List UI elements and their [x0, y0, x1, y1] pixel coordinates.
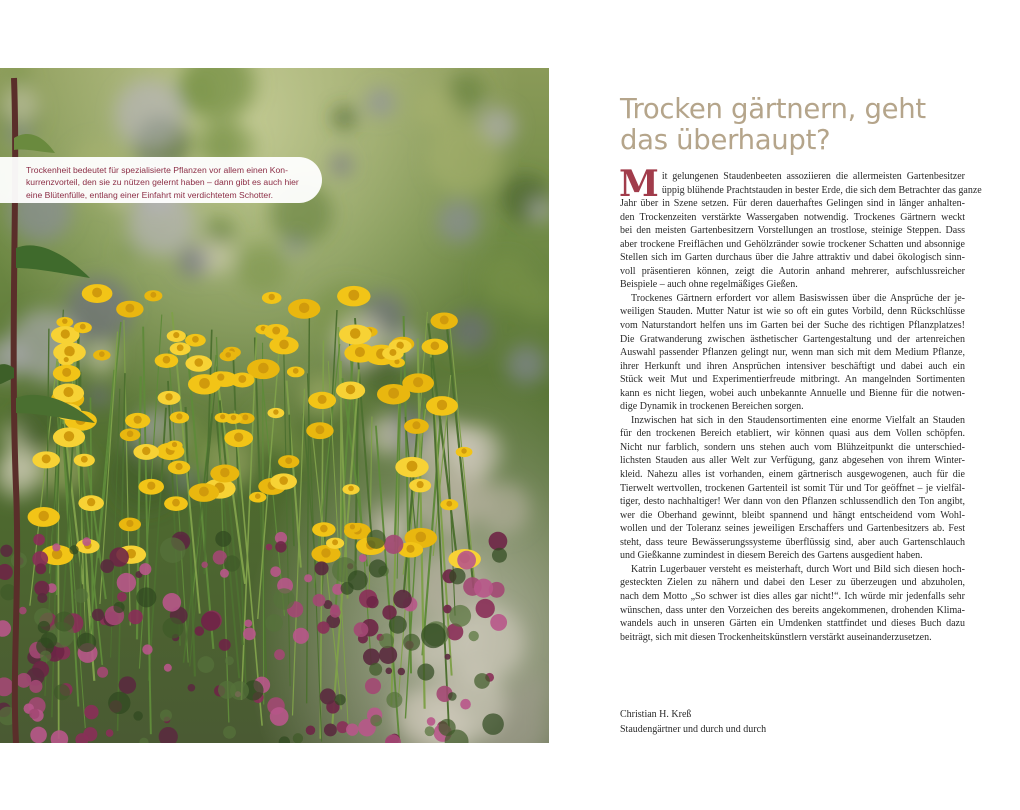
bokeh-blob	[330, 153, 353, 176]
yellow-flower	[456, 447, 473, 457]
leaf-blob	[449, 568, 465, 584]
oregano-flower	[30, 727, 47, 743]
yellow-flower	[337, 286, 370, 307]
leaf-blob	[439, 719, 456, 736]
signature	[620, 707, 920, 737]
text-line: lichsten Stauden aus aller Welt zur Verfügung, ganz abgesehen von ihrem Winter-	[620, 455, 965, 467]
yellow-flower	[119, 518, 141, 532]
leaf-blob	[108, 692, 130, 714]
text-line: Jahr über in Szene setzen. Für deren dauerhaftes Gelingen sind in länger anhalten-	[620, 198, 965, 210]
text-line: wandels auch in unseren Gärten ein Umdenken stattfindet und dieses Buch dazu	[620, 618, 965, 630]
leaf-blob	[54, 611, 74, 631]
yellow-flower	[409, 479, 431, 493]
yellow-flower	[426, 396, 458, 416]
oregano-flower	[427, 717, 436, 726]
oregano-flower	[0, 545, 12, 557]
yellow-flower	[78, 495, 104, 511]
gravel-blob	[478, 483, 530, 535]
oregano-flower	[33, 534, 45, 546]
text-line: ihrer Herkunft und ihren Ansprüchen intensiver beschäftigt und dabei auch ein	[620, 360, 965, 372]
leaf-blob	[40, 650, 52, 662]
text-line: bei den meisten Gartenbesitzern Vorstellungen an trostlose, steinige Steppen. Dass	[620, 225, 965, 237]
oregano-flower	[117, 592, 127, 602]
yellow-flower	[28, 507, 60, 527]
yellow-flower	[422, 339, 449, 355]
bokeh-blob	[506, 345, 546, 385]
oregano-flower	[385, 667, 392, 674]
bokeh-blob	[448, 72, 485, 109]
oregano-flower	[194, 626, 204, 636]
oregano-flower	[29, 680, 42, 693]
oregano-flower	[106, 729, 114, 737]
caption-line-3: eine Blütenfülle, entlang einer Einfahrt mit verdichtetem Schotter.	[26, 189, 273, 200]
yellow-flower	[288, 299, 320, 319]
oregano-flower	[119, 676, 136, 693]
yellow-flower	[267, 408, 284, 418]
oregano-flower	[117, 573, 136, 592]
yellow-flower	[32, 451, 60, 468]
text-line: it gelungenen Staudenbeeten assoziieren die allermeisten Gartenbesitzer	[661, 171, 965, 182]
leaf-blob	[113, 602, 124, 613]
leaf-blob	[136, 587, 156, 607]
yellow-flower	[342, 484, 359, 495]
yellow-flower	[168, 461, 190, 475]
text-line: Stellen sich im Garten durchaus über die Jahre attraktiv und dabei ökologisch sinn-	[620, 252, 965, 264]
yellow-flower	[210, 465, 239, 483]
yellow-flower	[270, 473, 297, 489]
leaf-blob	[160, 537, 186, 563]
yellow-flower	[404, 419, 429, 434]
oregano-flower	[142, 644, 152, 654]
leaf-blob	[425, 726, 435, 736]
oregano-flower	[84, 705, 98, 719]
leaf-blob	[482, 713, 504, 735]
text-line: voll präsentieren können, zeigt die Autorin anhand mehrerer, aufschlussreicher	[620, 265, 965, 277]
yellow-flower	[120, 428, 141, 441]
leaf-blob	[386, 692, 402, 708]
bokeh-blob	[481, 254, 533, 306]
text-line: Nicht nur farblich, sondern uns stehen auch vom Blühzeitpunkt die unterschied-	[620, 441, 965, 453]
oregano-flower	[366, 596, 378, 608]
yellow-flower	[326, 538, 344, 549]
yellow-flower	[53, 427, 85, 447]
oregano-flower	[346, 723, 358, 735]
leaf-blob	[163, 617, 184, 638]
oregano-flower	[393, 590, 412, 609]
oregano-flower	[445, 654, 451, 660]
text-line: üppig blühende Prachtstauden in bester Erde, die sich dem Betrachter das ganze	[661, 184, 982, 196]
bokeh-blob	[332, 105, 357, 130]
text-line: weiligen Stauden. Mutter Natur ist wie so oft ein gutes Vorbild, denn Rückschlüsse	[620, 306, 965, 318]
text-line: vom Naturstandort helfen uns im Garten bei der Suche des richtigen Pflanzplatzes!	[620, 320, 965, 332]
leaf-blob	[348, 570, 368, 590]
yellow-flower	[287, 366, 305, 377]
yellow-flower	[225, 413, 242, 424]
text-line: für den trockenen Bereich etabliert, wir können quasi aus dem Vollen schöpfen.	[620, 428, 965, 440]
bokeh-blob	[3, 89, 39, 125]
oregano-flower	[359, 554, 367, 562]
leaf-blob	[417, 664, 434, 681]
yellow-flower	[167, 330, 186, 342]
caption-line-2: kurrenzvorteil, den sie zu nützen gelernt haben – dann gibt es auch hier	[26, 177, 299, 188]
oregano-flower	[275, 541, 286, 552]
yellow-flower	[336, 381, 365, 399]
oregano-flower	[29, 709, 39, 719]
oregano-flower	[304, 574, 312, 582]
oregano-flower	[317, 621, 329, 633]
text-line: den Trockenzeiten verstärkte Wassergaben notwendig. Trockenes Gärtnern weckt	[620, 211, 965, 223]
paragraph-3	[620, 414, 965, 563]
leaf-blob	[448, 692, 457, 701]
drop-cap: M	[619, 163, 659, 205]
oregano-flower	[320, 688, 336, 704]
oregano-flower	[92, 609, 104, 621]
oregano-flower	[16, 673, 31, 688]
oregano-flower	[354, 622, 369, 637]
leaf-blob	[223, 726, 236, 739]
title-line-2: das überhaupt?	[620, 124, 831, 157]
yellow-flower	[166, 440, 182, 450]
oregano-flower	[100, 559, 114, 573]
yellow-flower	[249, 492, 266, 503]
yellow-flower	[224, 429, 253, 447]
oregano-flower	[330, 604, 339, 613]
signature-role: Staudengärtner und durch und durch	[620, 724, 767, 735]
text-line: wollen und der Toleranz seines jeweiligen Erschaffers und Gartenbesitzers ab. Fest	[620, 523, 965, 535]
leaf-blob	[389, 616, 407, 634]
title-line-1: Trocken gärtnern, geht	[620, 93, 926, 126]
leaf-blob	[369, 559, 387, 577]
leaf-blob	[54, 684, 70, 700]
leaf-blob	[160, 709, 172, 721]
leaf-blob	[469, 631, 479, 641]
bokeh-blob	[438, 200, 481, 243]
leaf-blob	[265, 614, 283, 632]
leaf-blob	[492, 548, 507, 563]
foreword-body	[619, 163, 982, 644]
leaf-blob	[403, 634, 420, 651]
bokeh-blob	[206, 217, 235, 246]
bokeh-blob	[177, 245, 210, 278]
text-line: gesteckten Zielen zu nähern und dabei den Leser zu überzeugen und abzuholen,	[620, 577, 965, 589]
oregano-flower	[163, 593, 182, 612]
yellow-flower	[278, 455, 299, 468]
oregano-flower	[201, 612, 220, 631]
paragraph-1	[619, 163, 982, 292]
leaf-blob	[369, 663, 382, 676]
text-line: Katrin Lugerbauer versteht es meisterhaft, durch Wort und Bild sich diesen hoch-	[631, 563, 965, 575]
yellow-flower	[440, 499, 458, 510]
bokeh-blob	[115, 80, 183, 148]
yellow-flower	[144, 290, 162, 301]
oregano-flower	[243, 628, 256, 641]
photo-caption	[0, 157, 322, 203]
oregano-flower	[324, 724, 337, 737]
yellow-flower	[125, 413, 150, 429]
yellow-flower	[133, 444, 159, 460]
signature-name: Christian H. Kreß	[620, 709, 692, 720]
leaf-blob	[225, 656, 234, 665]
paragraph-4	[620, 563, 965, 644]
oregano-flower	[490, 614, 507, 631]
leaf-blob	[77, 633, 96, 652]
oregano-flower	[293, 628, 309, 644]
oregano-flower	[460, 699, 471, 710]
leaf-blob	[370, 715, 382, 727]
oregano-flower	[266, 544, 273, 551]
yellow-flower	[262, 292, 282, 304]
oregano-flower	[489, 532, 508, 551]
leaf-blob	[197, 656, 214, 673]
leaf-blob	[367, 530, 386, 549]
yellow-flower	[264, 324, 289, 339]
paragraph-2	[620, 292, 965, 414]
text-line: beiträgt, sich mit diesen Trockenheitskünstlern verstärkt auseinanderzusetzen.	[620, 631, 932, 643]
leaf-blob	[215, 531, 231, 547]
leaf-blob	[449, 605, 471, 627]
yellow-flower	[170, 411, 189, 423]
text-line: kann es nicht liegen, wobei auch unbekannte Annuelle und Bienne für die notwen-	[620, 387, 965, 399]
text-line: aber trockene Freiflächen und Gehölzränder sowie trockener Schatten und absonnige	[620, 238, 965, 250]
yellow-flower	[230, 373, 254, 388]
leaf-blob	[273, 588, 295, 610]
yellow-flower	[116, 301, 143, 318]
yellow-flower	[382, 347, 404, 360]
oregano-flower	[384, 535, 403, 554]
oregano-flower	[398, 668, 405, 675]
yellow-flower	[308, 392, 336, 409]
oregano-flower	[474, 579, 493, 598]
text-line: und Gießkanne zumindest in diesem Bereich des Gartens ausgedient haben.	[620, 550, 923, 562]
leaf-blob	[230, 681, 249, 700]
yellow-flower	[58, 356, 74, 366]
oregano-flower	[274, 649, 285, 660]
yellow-flower	[164, 496, 188, 511]
yellow-flower	[185, 355, 212, 371]
yellow-flower	[74, 322, 92, 333]
bokeh-blob	[427, 121, 501, 195]
oregano-flower	[457, 551, 476, 570]
leaf-blob	[379, 633, 394, 648]
oregano-flower	[35, 563, 46, 574]
caption-line-1: Trockenheit bedeutet für spezialisierte Pflanzen vor allem einen Kon-	[26, 165, 288, 175]
yellow-flower	[82, 284, 113, 303]
text-line: Auswahl passender Pflanzen gelingt nur, wenn man sich mit dem Medium Pflanze,	[620, 347, 965, 359]
text-line: Trockenes Gärtnern erfordert vor allem Basiswissen über die Ansprüche der je-	[631, 292, 965, 304]
oregano-flower	[188, 684, 196, 692]
yellow-flower	[344, 523, 360, 533]
page-title	[620, 94, 980, 156]
bokeh-blob	[118, 244, 135, 261]
text-line: nach dem Motto „So schwer ist dies alles gar nicht!“. Ich würde mir jedenfalls sehr	[620, 590, 965, 602]
text-line: Tierwelt wertvollen, trockenen Gartenteil ist somit Tür und Tor geöffnet – je vielfäl-	[620, 482, 965, 494]
oregano-flower	[306, 725, 316, 735]
leaf-blob	[69, 545, 78, 554]
text-line: tiger, desto nachhaltiger! Wer dann von den Pflanzen schlussendlich den Ton angibt,	[620, 496, 965, 508]
leaf-blob	[224, 555, 240, 571]
bokeh-blob	[237, 244, 287, 294]
text-line: Beispiele – auch ohne regelmäßiges Gießen.	[620, 279, 798, 291]
oregano-flower	[270, 707, 289, 726]
yellow-flower	[339, 325, 372, 345]
oregano-flower	[52, 543, 60, 551]
yellow-flower	[395, 457, 428, 478]
yellow-flower	[53, 365, 81, 382]
leaf-blob	[334, 694, 345, 705]
yellow-flower	[56, 317, 73, 327]
leaf-blob	[74, 588, 88, 602]
yellow-flower	[431, 313, 458, 330]
text-line: steht, dass teure Bewässerungssysteme überflüssig sind, aber auch Gartenschlauch	[620, 536, 965, 548]
yellow-flower	[74, 454, 95, 467]
oregano-flower	[363, 649, 380, 666]
oregano-flower	[82, 537, 91, 546]
text-line: dige Dynamik in trockenen Bereichen sorgen.	[620, 401, 804, 413]
oregano-flower	[164, 664, 172, 672]
leaf-blob	[474, 673, 490, 689]
leaf-blob	[133, 711, 143, 721]
yellow-flower	[189, 483, 219, 502]
text-line: Inzwischen hat sich in den Staudensortimenten eine enorme Vielfalt an Stauden	[631, 414, 965, 426]
yellow-flower	[269, 336, 298, 354]
oregano-flower	[219, 639, 231, 651]
oregano-flower	[365, 678, 381, 694]
oregano-flower	[128, 610, 143, 625]
oregano-flower	[201, 561, 207, 567]
yellow-flower	[306, 422, 333, 439]
bokeh-blob	[366, 88, 395, 117]
text-line: Die Gratwanderung zwischen ästhetischer Gartengestaltung und der artenreichen	[620, 333, 965, 345]
leaf-blob	[421, 623, 446, 648]
yellow-flower	[158, 391, 181, 405]
yellow-flower	[312, 522, 336, 536]
oregano-flower	[19, 607, 27, 615]
oregano-flower	[37, 593, 47, 603]
oregano-flower	[244, 619, 252, 627]
yellow-flower	[170, 342, 191, 355]
leaf-blob	[38, 621, 50, 633]
yellow-flower	[139, 479, 164, 495]
oregano-flower	[97, 667, 108, 678]
oregano-flower	[139, 563, 151, 575]
oregano-flower	[379, 646, 397, 664]
yellow-flower	[402, 373, 434, 393]
yellow-flower	[93, 350, 110, 361]
text-line: Stück weit Mut und Experimentierfreude mitbringt. An mangelnden Sortimenten	[620, 374, 965, 386]
yellow-flower	[210, 371, 232, 385]
text-line: kleid. Nahezu alles ist vorhanden, einem gärtnerisch ausgewogenen, auch für die	[620, 469, 965, 481]
oregano-flower	[476, 599, 495, 618]
oregano-flower	[270, 566, 281, 577]
text-line: wünschen, dass unter den Vorzeichen des bereits angekommenen, drohenden Klima-	[620, 604, 965, 616]
yellow-flower	[220, 351, 237, 362]
oregano-flower	[313, 594, 326, 607]
text-line: wer die Oberhand gewinnt, bleibt spannend und hängt entscheidend vom Wohl-	[620, 509, 965, 521]
yellow-flower	[155, 353, 179, 368]
oregano-flower	[315, 561, 329, 575]
